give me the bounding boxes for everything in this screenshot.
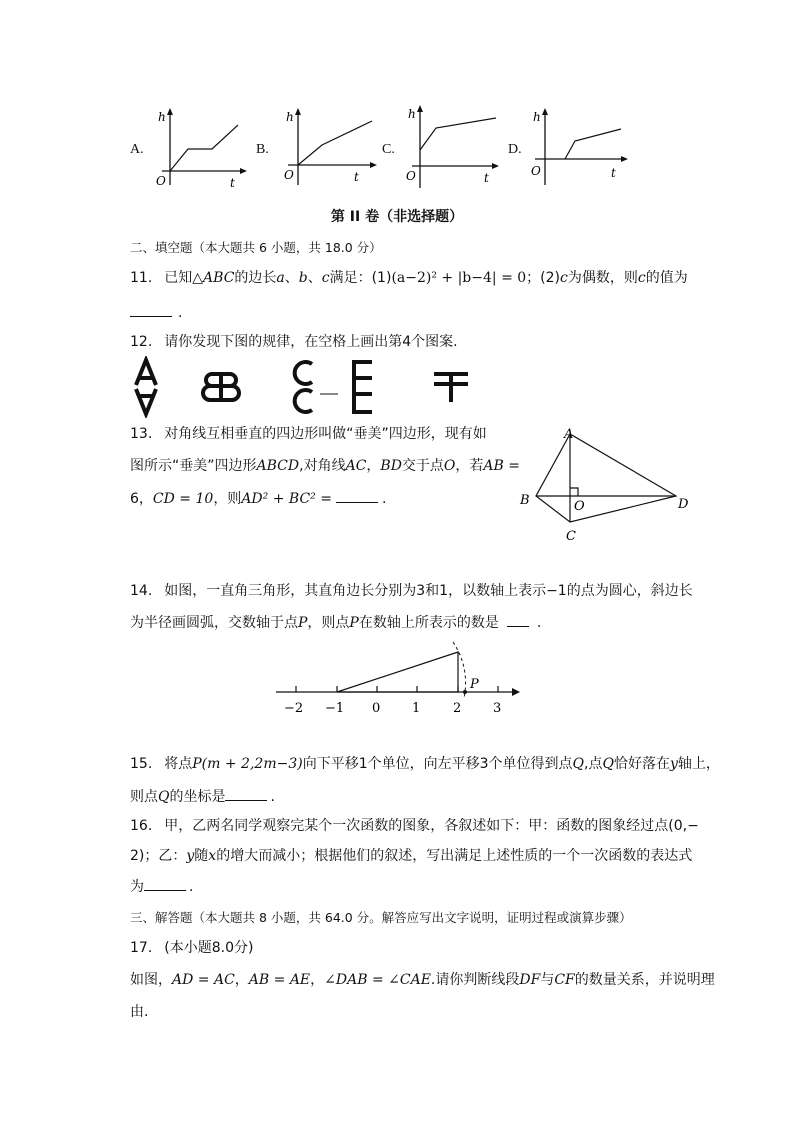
option-graphs (120, 100, 640, 195)
question-number: 14. (130, 583, 153, 599)
pattern-3 (295, 362, 338, 412)
tick-label: 1 (412, 701, 421, 716)
axis-h-label: h (533, 110, 541, 124)
graph-c (400, 100, 510, 192)
pattern-2 (203, 374, 239, 400)
answer-blank[interactable] (144, 876, 186, 891)
question-17: 17. (本小题8.0分) (130, 940, 254, 956)
question-16-line3: 为 . (130, 876, 193, 897)
quadrilateral-figure (512, 424, 702, 548)
part3-header: 三、解答题（本大题共 8 小题，共 64.0 分。解答应写出文字说明，证明过程或演算步骤） (130, 910, 632, 925)
question-number: 17. (130, 940, 153, 956)
question-13-line3: 6，CD = 10，则AD² + BC² = . (130, 488, 386, 509)
question-13: 13. 对角线互相垂直的四边形叫做“垂美”四边形，现有如 (130, 426, 487, 442)
option-c-label: C. (382, 142, 395, 157)
question-14: 14. 如图，一直角三角形，其直角边长分别为3和1，以数轴上表示−1的点为圆心，斜边长 (130, 583, 693, 599)
axis-t-label: t (230, 176, 235, 190)
question-14-line2: 为半径画圆弧，交数轴于点P，则点P在数轴上所表示的数是 . (130, 612, 541, 633)
axis-t-label: t (611, 166, 616, 180)
origin-label: O (156, 174, 166, 188)
answer-blank[interactable] (225, 786, 267, 801)
origin-label: O (284, 168, 294, 182)
graph-d (525, 105, 640, 190)
question-number: 15. (130, 756, 153, 772)
option-b-label: B. (256, 142, 269, 157)
question-number: 12. (130, 334, 153, 350)
axis-h-label: h (286, 110, 294, 124)
question-13-line2: 图所示“垂美”四边形ABCD,对角线AC，BD交于点O，若AB = (130, 458, 520, 474)
question-16-line2: 2)；乙：y随x的增大而减小；根据他们的叙述，写出满足上述性质的一个一次函数的表达式 (130, 848, 693, 864)
answer-blank[interactable] (507, 612, 529, 627)
origin-label: O (531, 164, 541, 178)
tick-label: −1 (325, 701, 345, 716)
question-11-answer: . (130, 302, 182, 323)
answer-blank[interactable] (336, 488, 378, 503)
pattern-5 (434, 374, 468, 402)
question-16: 16. 甲，乙两名同学观察完某个一次函数的图象，各叙述如下：甲：函数的图象经过点(0,− (130, 818, 699, 834)
option-d-label: D. (508, 142, 522, 157)
point-c-label: C (566, 529, 576, 544)
pattern-1 (136, 360, 156, 414)
tick-label: 0 (372, 701, 381, 716)
graph-b (276, 105, 386, 190)
point-p-label: P (470, 677, 479, 692)
part2-header: 二、填空题（本大题共 6 小题，共 18.0 分） (130, 240, 382, 255)
question-17-line2: 由. (130, 1004, 149, 1020)
question-number: 16. (130, 818, 153, 834)
option-a-label: A. (130, 142, 144, 157)
point-b-label: B (520, 493, 530, 508)
question-12: 12. 请你发现下图的规律，在空格上画出第4个图案. (130, 334, 458, 350)
point-o-label: O (574, 499, 585, 514)
question-11: 11. 已知△ABC的边长a、b、c满足：(1)(a−2)² + |b−4| = 0；(2)c为偶数，则c的值为 (130, 270, 688, 286)
question-number: 11. (130, 270, 153, 286)
origin-label: O (406, 169, 416, 183)
graph-a (152, 105, 252, 190)
tick-label: 2 (453, 701, 462, 716)
question-15: 15. 将点P(m + 2,2m−3)向下平移1个单位，向左平移3个单位得到点Q,点Q恰好落在y轴上， (130, 756, 720, 772)
tick-label: −2 (284, 701, 304, 716)
question-number: 13. (130, 426, 153, 442)
pattern-4 (352, 360, 372, 414)
number-line-figure (270, 640, 530, 720)
pattern-figures (128, 356, 488, 418)
section-title: 第 II 卷（非选择题） (330, 209, 464, 225)
point-a-label: A (564, 427, 574, 442)
question-17-line1: 如图，AD = AC，AB = AE，∠DAB = ∠CAE.请你判断线段DF与CF的数量关系，并说明理 (130, 972, 715, 988)
question-15-line2: 则点Q的坐标是 . (130, 786, 275, 807)
axis-t-label: t (354, 170, 359, 184)
axis-h-label: h (408, 107, 416, 121)
axis-h-label: h (158, 110, 166, 124)
point-d-label: D (678, 497, 689, 512)
answer-blank[interactable] (130, 302, 172, 317)
tick-label: 3 (493, 701, 502, 716)
axis-t-label: t (484, 171, 489, 185)
